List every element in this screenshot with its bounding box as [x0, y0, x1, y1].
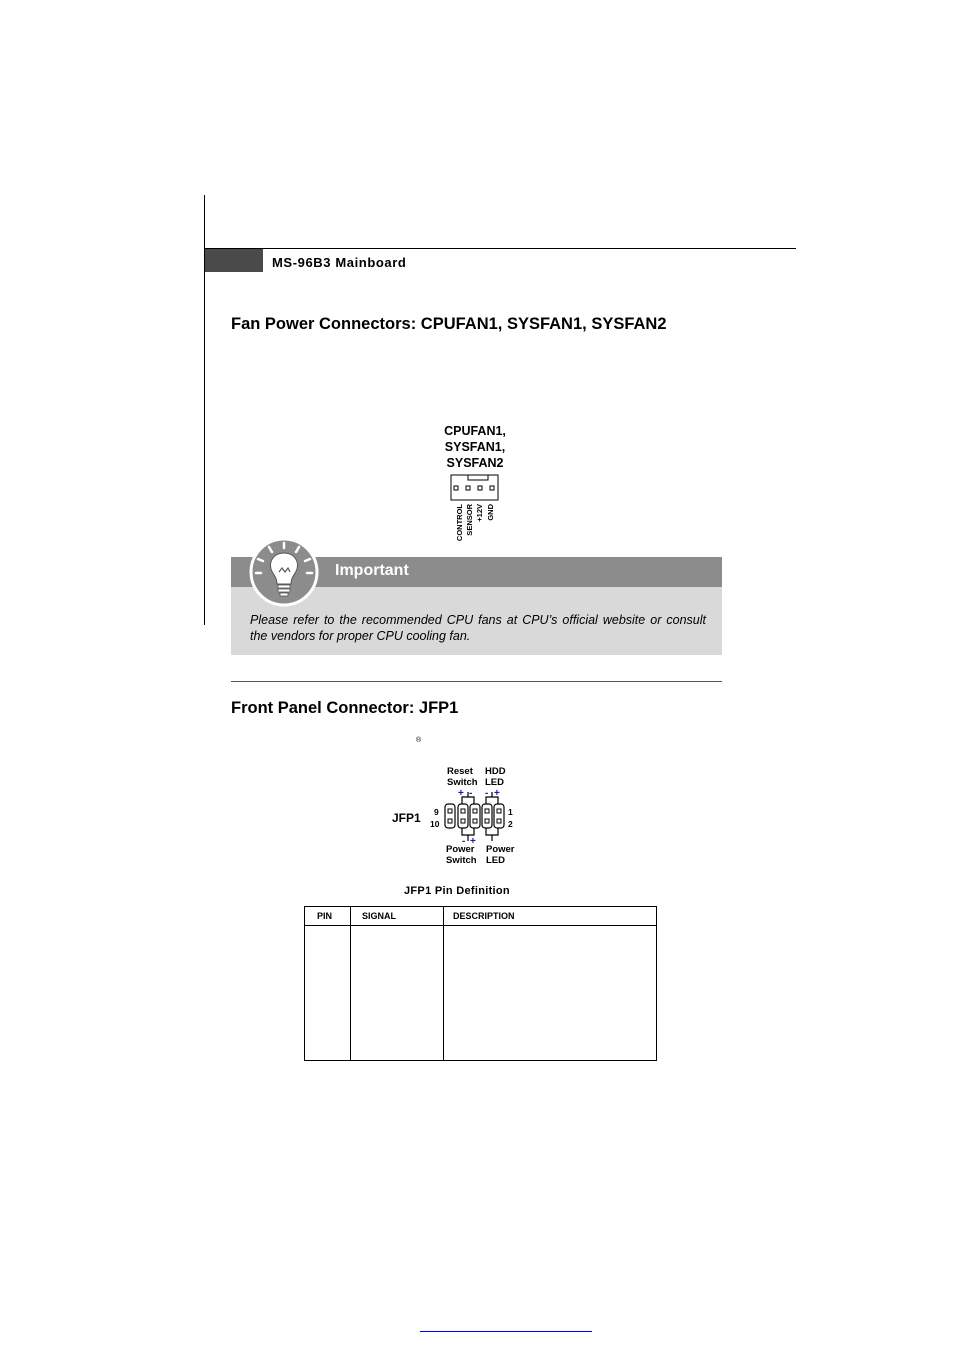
fan-label-line-2: SYSFAN1,: [444, 440, 506, 454]
registered-mark: ®: [416, 737, 422, 744]
jfp1-connector-label: JFP1: [392, 811, 421, 825]
fan-connector-diagram: [440, 470, 510, 550]
table-column-rule-2: [443, 907, 444, 1060]
jfp1-pin-group-1: [445, 804, 455, 828]
jfp1-connector-diagram: [440, 786, 510, 846]
fan-pin-label-gnd: GND: [486, 504, 495, 521]
hdd-plus-mark: +: [494, 788, 500, 799]
pin-number-1: 1: [508, 807, 513, 817]
header-tab: [205, 249, 263, 272]
fan-pin-3: [478, 486, 482, 490]
pin-number-10: 10: [430, 819, 440, 829]
fan-section-title: Fan Power Connectors: CPUFAN1, SYSFAN1, SYSFAN2: [231, 315, 667, 333]
power-led-line-1: Power: [486, 844, 515, 855]
fan-connector-label: [420, 423, 530, 471]
power-switch-line-2: Switch: [446, 855, 477, 866]
fan-pin-label-12v: +12V: [475, 504, 484, 522]
reset-plus-mark: +: [458, 788, 464, 799]
jfp1-pin-group-4: [482, 804, 492, 828]
power-switch-plus-mark: +: [470, 836, 476, 846]
front-panel-section-title: Front Panel Connector: JFP1: [231, 699, 459, 717]
pin-number-9: 9: [434, 807, 439, 817]
power-switch-label: [446, 844, 477, 866]
hdd-led-label: [485, 766, 506, 788]
fan-pin-4: [490, 486, 494, 490]
power-led-label: [486, 844, 515, 866]
header-rule: [204, 248, 796, 249]
pin-definition-table: [304, 906, 657, 1061]
section-divider: [231, 681, 722, 682]
pin-number-2: 2: [508, 819, 513, 829]
hdd-label-line-2: LED: [485, 777, 504, 788]
table-header-description: DESCRIPTION: [453, 911, 515, 921]
jfp1-pin-group-3: [470, 804, 480, 828]
reset-switch-label: [447, 766, 478, 788]
table-header-signal: SIGNAL: [362, 911, 397, 921]
table-caption: JFP1 Pin Definition: [404, 885, 510, 897]
table-header-rule: [305, 925, 656, 926]
table-column-rule-1: [350, 907, 351, 1060]
reset-minus-mark: -: [469, 788, 473, 799]
power-switch-line-1: Power: [446, 844, 475, 855]
fan-label-line-1: CPUFAN1,: [444, 424, 506, 438]
page-header-title: MS-96B3 Mainboard: [272, 255, 407, 270]
fan-pin-label-control: CONTROL: [455, 504, 464, 542]
hdd-label-line-1: HDD: [485, 766, 506, 777]
fan-pin-2: [466, 486, 470, 490]
fan-pin-label-sensor: SENSOR: [465, 504, 474, 536]
important-title: Important: [335, 562, 409, 579]
hdd-minus-mark: -: [485, 788, 489, 799]
power-switch-minus-mark: -: [462, 836, 466, 846]
jfp1-pin-group-2: [458, 804, 468, 828]
power-led-line-2: LED: [486, 855, 505, 866]
table-header-pin: PIN: [317, 911, 333, 921]
fan-pin-1: [454, 486, 458, 490]
fan-label-line-3: SYSFAN2: [446, 456, 504, 470]
jfp1-pin-group-5: [494, 804, 504, 828]
footer-link-underline[interactable]: [420, 1331, 592, 1332]
reset-label-line-2: Switch: [447, 777, 478, 788]
reset-label-line-1: Reset: [447, 766, 473, 777]
important-text: Please refer to the recommended CPU fans at CPU’s official website or consult the vendors for proper CPU cooling fan.: [250, 613, 706, 643]
lightbulb-icon: [244, 532, 324, 612]
